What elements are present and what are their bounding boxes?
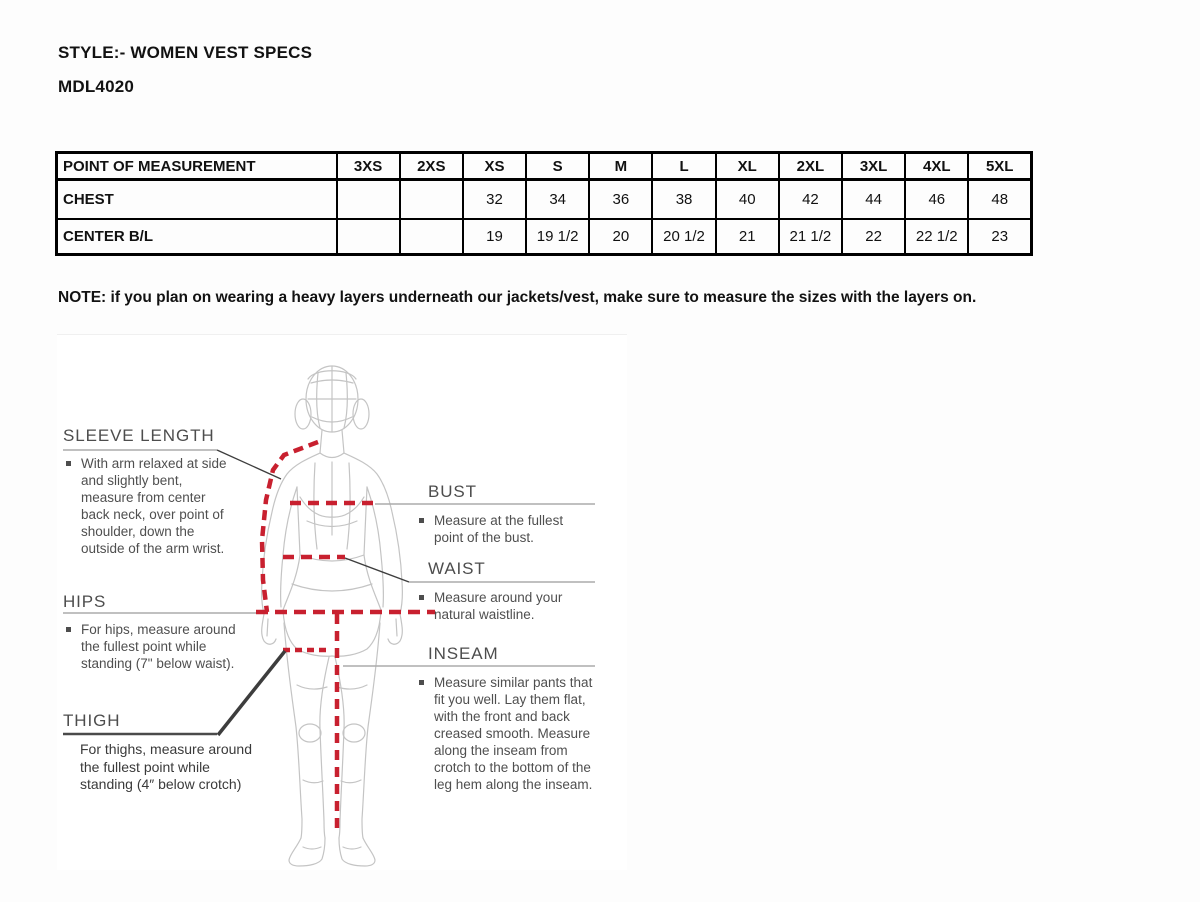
col-header-size: XS [463, 153, 526, 180]
table-row [57, 219, 1032, 255]
col-header-size: 4XL [905, 153, 968, 180]
size-value-cell: 44 [842, 180, 905, 219]
header-row [57, 153, 1032, 180]
waist-description [418, 589, 586, 623]
table-row [57, 180, 1032, 219]
col-header-point-of-measurement: POINT OF MEASUREMENT [57, 153, 337, 180]
thigh-text: For thighs, measure around the fullest point while standing (4″ below crotch) [80, 741, 252, 792]
waist-label: WAIST [428, 559, 486, 578]
inseam-description [418, 674, 600, 793]
size-value-cell: 23 [968, 219, 1031, 255]
size-value-cell: 32 [463, 180, 526, 219]
size-value-cell: 42 [779, 180, 842, 219]
col-header-size: M [589, 153, 652, 180]
bullet-icon [419, 595, 424, 600]
col-header-size: 5XL [968, 153, 1031, 180]
bullet-icon [419, 680, 424, 685]
sleeve-length-text: With arm relaxed at side and slightly bent, measure from center back neck, over point of shoulder, down the outside of the arm wrist. [81, 456, 227, 556]
col-header-size: 2XS [400, 153, 463, 180]
bust-description [418, 512, 586, 546]
hips-description [65, 621, 241, 672]
waist-text: Measure around your natural waistline. [434, 590, 563, 622]
size-value-cell: 40 [716, 180, 779, 219]
size-value-cell: 21 [716, 219, 779, 255]
size-value-cell: 22 [842, 219, 905, 255]
col-header-size: 2XL [779, 153, 842, 180]
sleeve-measure-line [262, 442, 318, 612]
model-number: MDL4020 [58, 77, 135, 96]
note-text: NOTE: if you plan on wearing a heavy layers underneath our jackets/vest, make sure to measure the sizes with the layers on. [58, 289, 977, 306]
size-value-cell [400, 219, 463, 255]
row-label: CENTER B/L [57, 219, 337, 255]
size-value-cell: 34 [526, 180, 589, 219]
page-title: STYLE:- WOMEN VEST SPECS [58, 43, 313, 62]
thigh-label: THIGH [63, 711, 121, 730]
size-value-cell [337, 219, 400, 255]
size-value-cell: 46 [905, 180, 968, 219]
thigh-description [80, 741, 264, 794]
size-value-cell: 48 [968, 180, 1031, 219]
col-header-size: L [652, 153, 715, 180]
size-value-cell [337, 180, 400, 219]
bullet-icon [419, 518, 424, 523]
size-value-cell [400, 180, 463, 219]
col-header-size: S [526, 153, 589, 180]
sleeve-length-label: SLEEVE LENGTH [63, 426, 215, 445]
size-value-cell: 20 1/2 [652, 219, 715, 255]
size-value-cell: 22 1/2 [905, 219, 968, 255]
bullet-icon [66, 627, 71, 632]
bullet-icon [66, 461, 71, 466]
row-label: CHEST [57, 180, 337, 219]
size-value-cell: 38 [652, 180, 715, 219]
size-value-cell: 19 [463, 219, 526, 255]
col-header-size: XL [716, 153, 779, 180]
size-value-cell: 36 [589, 180, 652, 219]
bust-label: BUST [428, 482, 477, 501]
inseam-text: Measure similar pants that fit you well. Lay them flat, with the front and back creased smooth. Measure along the inseam from crotch to the bottom of the leg hem along the inseam. [434, 675, 593, 792]
size-value-cell: 20 [589, 219, 652, 255]
bust-text: Measure at the fullest point of the bust. [434, 513, 564, 545]
measurement-diagram [57, 334, 627, 870]
inseam-label: INSEAM [428, 644, 499, 663]
hips-text: For hips, measure around the fullest point while standing (7" below waist). [81, 622, 236, 671]
hips-label: HIPS [63, 592, 107, 611]
size-table [55, 151, 1033, 256]
col-header-size: 3XS [337, 153, 400, 180]
col-header-size: 3XL [842, 153, 905, 180]
size-value-cell: 19 1/2 [526, 219, 589, 255]
measurement-lines [256, 442, 435, 831]
body-wireframe [262, 366, 403, 866]
size-value-cell: 21 1/2 [779, 219, 842, 255]
sleeve-length-description [65, 455, 231, 557]
